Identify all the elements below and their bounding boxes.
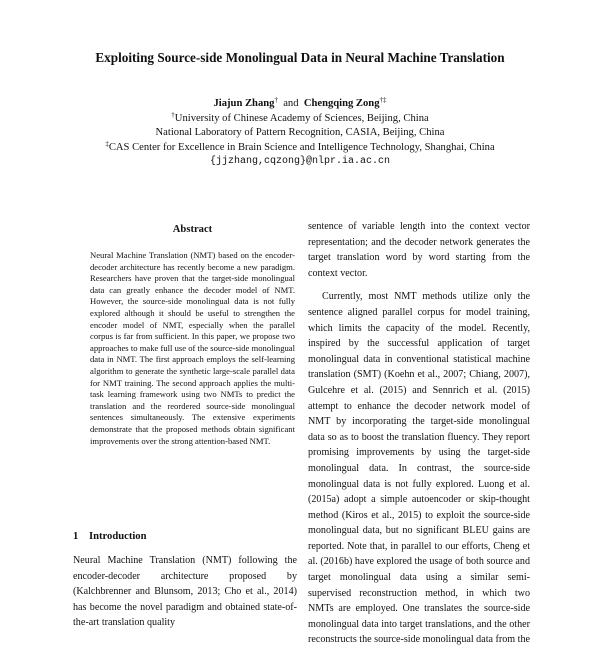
affiliation-mark: † xyxy=(171,110,175,119)
author-names xyxy=(0,97,600,112)
affiliation-mark: † xyxy=(274,96,278,104)
author-name: Jiajun Zhang xyxy=(213,98,275,109)
author-block xyxy=(0,97,600,170)
author-name: Chengqing Zong xyxy=(303,98,380,109)
paragraph: sentence of variable length into the context vector representation; and the decoder network generates the target translation word by word starting from the context vector. xyxy=(308,221,530,279)
abstract-heading: Abstract xyxy=(172,224,213,235)
author-email: {jjzhang,cqzong}@nlpr.ia.ac.cn xyxy=(209,156,391,167)
abstract-text: Neural Machine Translation (NMT) based on the encoder-decoder architecture has recently become a new paradigm. Researchers have proven that the target-side monolingual data can greatly enhance the decoder model of NMT. However, the source-side monolingual data is not fully explored although it should be useful to strengthen the encoder model of NMT, especially when the parallel corpus is far from sufficient. In this paper, we propose two approaches to make full use of the source-side monolingual data in NMT. The first approach employs the self-learning algorithm to generate the synthetic large-scale parallel data for NMT training. The second approach applies the multi-task learning framework using two NMTs to predict the translation and the reordered source-side monolingual sentences simultaneously. The extensive experiments demonstrate that the proposed methods obtain significant improvements over the strong attention-based NMT. xyxy=(90,250,295,446)
paper-title: Exploiting Source-side Monolingual Data in Neural Machine Translation xyxy=(95,50,505,65)
section-heading-introduction xyxy=(73,531,303,542)
right-column xyxy=(308,219,530,646)
affiliation-mark: ‡ xyxy=(105,139,109,148)
paragraph: Currently, most NMT methods utilize only the sentence aligned parallel corpus for model training, which limits the capacity of the model. Recently, inspired by the successful application of target monolingual data in conventional statistical machine translation (SMT) (Koehn et al., 2007; Chiang, 2007), Gulcehre et al. (2015) and Sennrich et al. (2015) attempt to enhance the decoder network model of NMT by incorporating the target-side monolingual data so as to boost the translation fluency. They report promising improvements by using the target-side monolingual data. In contrast, the source-side monolingual data is not fully explored. Luong et al. (2015a) adopt a simple autoencoder or skip-thought method (Kiros et al., 2015) to exploit the source-side monolingual data, but no significant BLEU gains are reported. Note that, in parallel to our efforts, Cheng et al. (2016b) have explored the usage of both source and target monolingual data using a similar semi-supervised reconstruction method, in which two NMTs are employed. One translates the source-side monolingual data into target translations, and the other reconstructs the source-side monolingual data from the xyxy=(308,291,530,646)
affiliation-line: †University of Chinese Academy of Sciences, Beijing, China xyxy=(171,110,429,124)
author-conjunction: and xyxy=(283,98,299,109)
section-number: 1 xyxy=(73,531,79,542)
section-title: Introduction xyxy=(89,531,147,542)
affiliation-line: ‡CAS Center for Excellence in Brain Science and Intelligence Technology, Shanghai, China xyxy=(105,139,495,153)
introduction-text: Neural Machine Translation (NMT) following the encoder-decoder architecture proposed by (Kalchbrenner and Blunsom, 2013; Cho et al., 2014) has become the novel paradigm and obtained state-of-the-art translation quality xyxy=(73,555,297,629)
affiliation-mark: †‡ xyxy=(379,96,387,104)
affiliation-line: National Laboratory of Pattern Recognition, CASIA, Beijing, China xyxy=(155,127,445,138)
